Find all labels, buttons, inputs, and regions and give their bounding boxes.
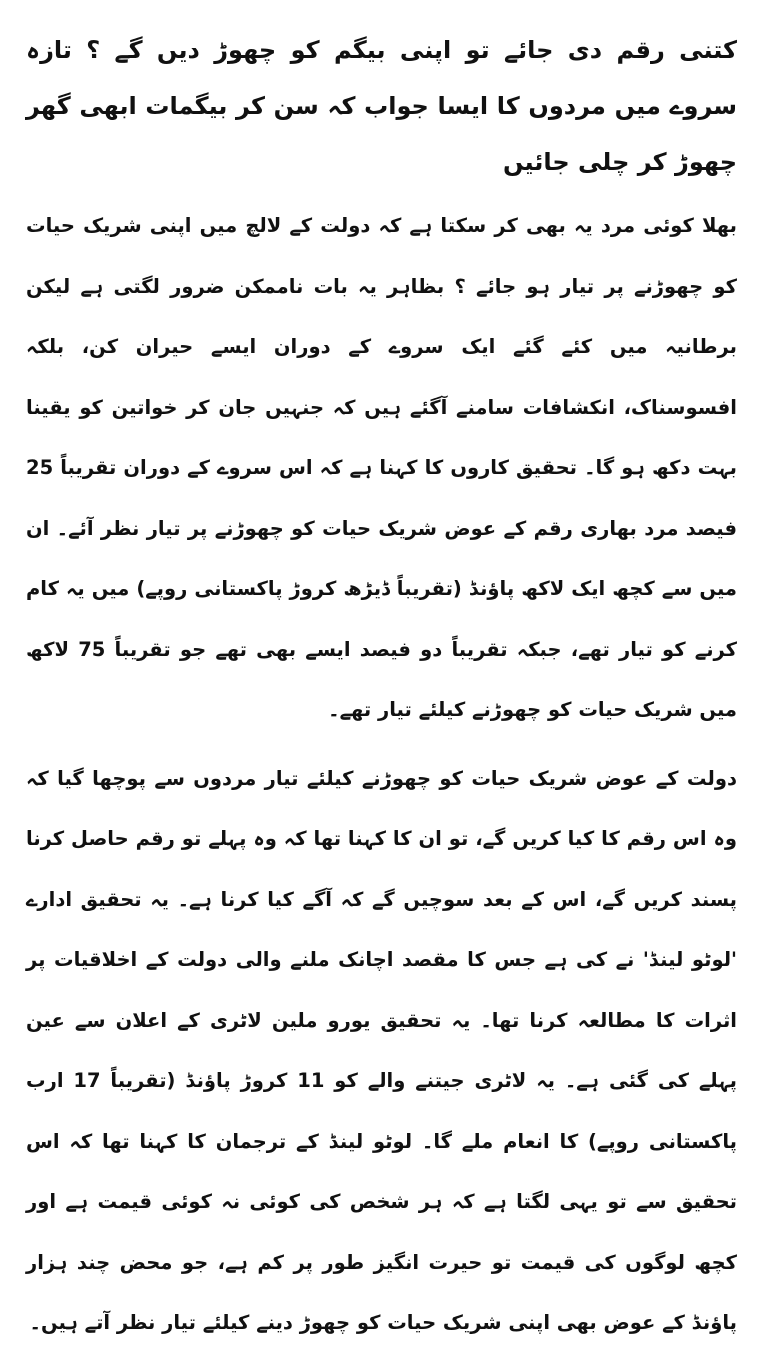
- article-paragraph-2: دولت کے عوض شریک حیات کو چھوڑنے کیلئے تیار مردوں سے پوچھا گیا کہ وہ اس رقم کا کیا کریں گے، تو ان کا کہنا تھا کہ وہ پہلے تو رقم حاصل کرنا پسند کریں گے، اس کے بعد سوچیں گے کہ آگے کیا کرنا ہے۔ یہ تحقیق ادارے 'لوٹو لینڈ' نے کی ہے جس کا مقصد اچانک ملنے والی دولت کے اخلاقیات پر اثرات کا مطالعہ کرنا تھا۔ یہ تحقیق یورو ملین لاٹری کے اعلان سے عین پہلے کی گئی ہے۔ یہ لاٹری جیتنے والے کو 11 کروڑ پاؤنڈ (تقریباً 17 ارب پاکستانی روپے) کا انعام ملے گا۔ لوٹو لینڈ کے ترجمان کا کہنا تھا کہ اس تحقیق سے تو یہی لگتا ہے کہ ہر شخص کی کوئی نہ کوئی قیمت ہے اور کچھ لوگوں کی قیمت تو حیرت انگیز طور پر کم ہے، جو محض چند ہزار پاؤنڈ کے عوض بھی اپنی شریک حیات کو چھوڑ دینے کیلئے تیار نظر آتے ہیں۔: [26, 766, 738, 1334]
- article-paragraph-1: بھلا کوئی مرد یہ بھی کر سکتا ہے کہ دولت کے لالچ میں اپنی شریک حیات کو چھوڑنے پر تیار ہو جائے ؟ بظاہر یہ بات ناممکن ضرور لگتی ہے لیکن برطانیہ میں کئے گئے ایک سروے کے دوران ایسے حیران کن، بلکہ افسوسناک، انکشافات سامنے آگئے ہیں کہ جنہیں جان کر خواتین کو یقینا بہت دکھ ہو گا۔ تحقیق کاروں کا کہنا ہے کہ اس سروے کے دوران تقریباً 25 فیصد مرد بھاری رقم کے عوض شریک حیات کو چھوڑنے پر تیار نظر آئے۔ ان میں سے کچھ ایک لاکھ پاؤنڈ (تقریباً ڈیڑھ کروڑ پاکستانی روپے) میں یہ کام کرنے کو تیار تھے، جبکہ تقریباً دو فیصد ایسے بھی تھے جو تقریباً 75 لاکھ میں شریک حیات کو چھوڑنے کیلئے تیار تھے۔: [26, 214, 737, 721]
- article-headline: کتنی رقم دی جائے تو اپنی بیگم کو چھوڑ دیں گے ؟ تازہ سروے میں مردوں کا ایسا جواب کہ سن کر بیگمات ابھی گھر چھوڑ کر چلی جائیں: [26, 36, 737, 176]
